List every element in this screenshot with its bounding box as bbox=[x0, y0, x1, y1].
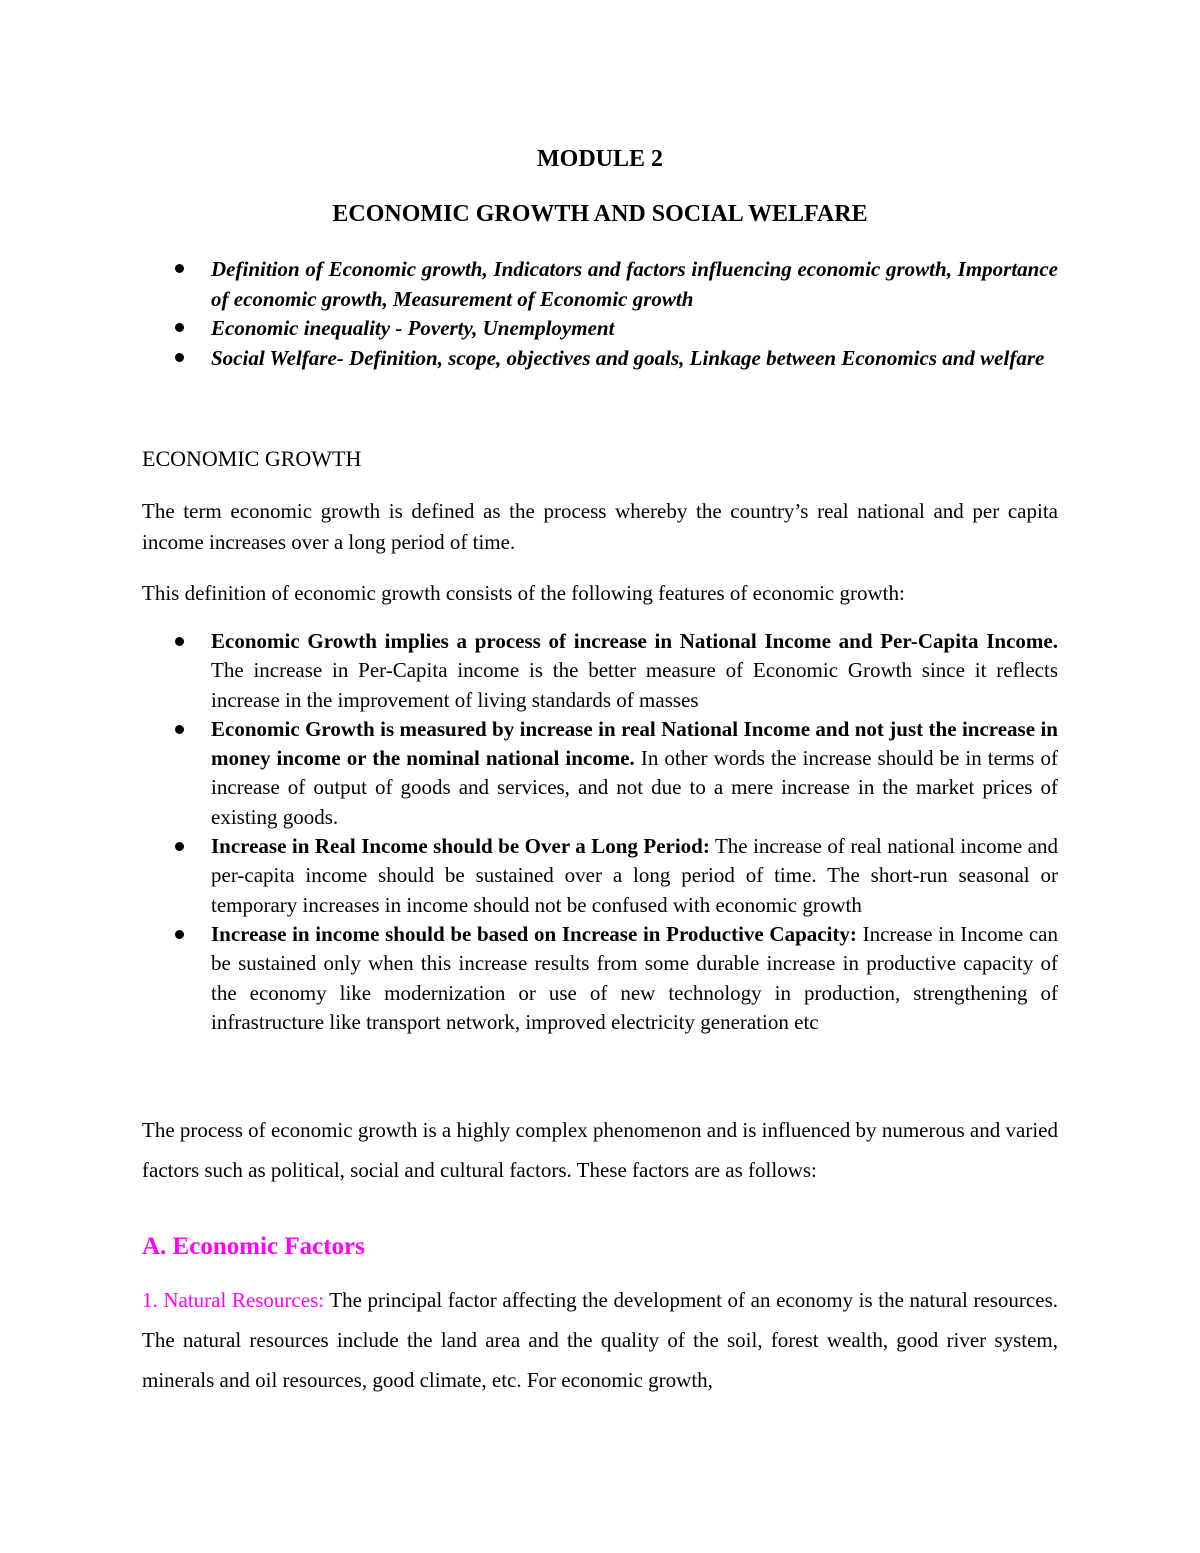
module-subtitle: ECONOMIC GROWTH AND SOCIAL WELFARE bbox=[332, 201, 868, 227]
topic-text: Social Welfare- Definition, scope, objectives and goals, Linkage between Economics and welfare bbox=[211, 345, 1045, 370]
bullet-icon bbox=[175, 323, 184, 332]
process-paragraph: The process of economic growth is a highly complex phenomenon and is influenced by numerous and varied factors such as political, social and cultural factors. These factors are as follows: bbox=[142, 1118, 1058, 1182]
module-title: MODULE 2 bbox=[537, 146, 663, 172]
feature-bold: Increase in income should be based on Increase in Productive Capacity: bbox=[211, 921, 857, 946]
feature-text: In other words the increase should be in terms of increase of output of goods and services, and not due to a mere increase in the market prices of existing goods. bbox=[211, 746, 1058, 829]
definition-paragraph: The term economic growth is defined as the process whereby the country’s real national and per capita income increases over a long period of time. bbox=[142, 499, 1058, 554]
natural-resources-paragraph bbox=[142, 1280, 1058, 1400]
bullet-icon bbox=[175, 930, 184, 939]
topic-item bbox=[142, 255, 1058, 314]
bullet-icon bbox=[175, 725, 184, 734]
factors-heading: A. Economic Factors bbox=[142, 1233, 365, 1260]
feature-item bbox=[142, 832, 1058, 920]
feature-item bbox=[142, 920, 1058, 1037]
factor-term: 1. Natural Resources: bbox=[142, 1288, 325, 1312]
topics-list bbox=[142, 255, 1058, 373]
topic-text: Economic inequality - Poverty, Unemployment bbox=[211, 316, 615, 340]
feature-bold: Increase in Real Income should be Over a Long Period: bbox=[211, 834, 710, 859]
feature-bold: Economic Growth is measured by increase in real National Income and not just the increase in money income or the nominal national income. bbox=[211, 716, 1058, 771]
features-intro: This definition of economic growth consists of the following features of economic growth: bbox=[142, 581, 905, 605]
bullet-icon bbox=[175, 264, 184, 273]
bullet-icon bbox=[175, 353, 184, 362]
bullet-icon bbox=[175, 637, 184, 646]
topic-item bbox=[142, 314, 1058, 344]
feature-text: Increase in Income can be sustained only when this increase results from some durable increase in productive capacity of the economy like modernization or use of new technology in production, strengthening of infrastructure like transport network, improved electricity generation etc bbox=[211, 921, 1058, 1034]
feature-bold: Economic Growth implies a process of increase in National Income and Per-Capita Income. bbox=[211, 629, 1058, 653]
features-list bbox=[142, 627, 1058, 1037]
topic-text: Definition of Economic growth, Indicators and factors influencing economic growth, Importance of economic growth, Measurement of Economic growth bbox=[211, 257, 1058, 311]
feature-item bbox=[142, 627, 1058, 715]
topic-item bbox=[142, 344, 1058, 374]
section-heading: ECONOMIC GROWTH bbox=[142, 446, 362, 471]
feature-text: The increase in Per-Capita income is the better measure of Economic Growth since it reflects increase in the improvement of living standards of masses bbox=[211, 658, 1058, 712]
factor-text: The principal factor affecting the development of an economy is the natural resources. The natural resources include the land area and the quality of the soil, forest wealth, good river system, minerals and oil resources, good climate, etc. For economic growth, bbox=[142, 1288, 1058, 1392]
feature-text: The increase of real national income and per-capita income should be sustained over a long period of time. The short-run seasonal or temporary increases in income should not be confused with economic growth bbox=[211, 834, 1058, 917]
bullet-icon bbox=[175, 842, 184, 851]
feature-item bbox=[142, 715, 1058, 832]
